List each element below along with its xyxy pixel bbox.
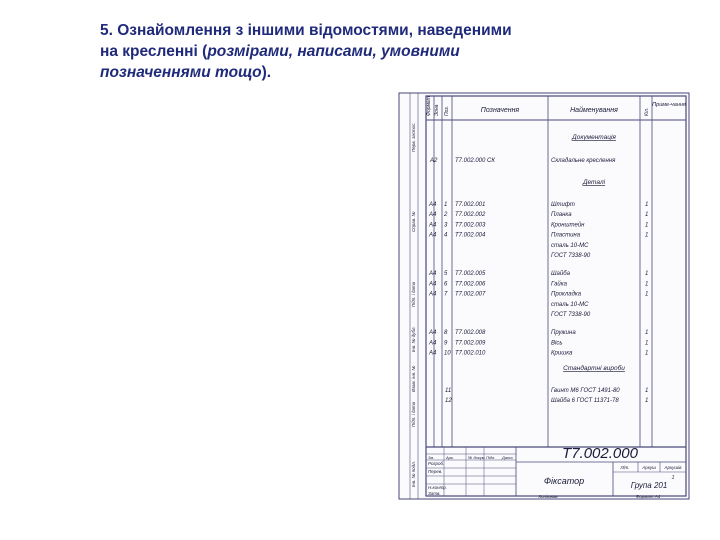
title-block-change-labels bbox=[428, 455, 513, 460]
doc-name: Складальне креслення bbox=[551, 158, 616, 164]
part-format: А4 bbox=[429, 232, 437, 239]
binding-strip-label: Підп. і дата bbox=[411, 281, 416, 307]
part-designation: Т7.002.008 bbox=[455, 330, 486, 337]
standard-list bbox=[445, 388, 648, 404]
role-developer: Розроб. bbox=[428, 461, 445, 466]
part-designation: Т7.002.007 bbox=[455, 291, 486, 298]
part-format: А4 bbox=[429, 281, 437, 288]
change-label: Дата bbox=[502, 455, 513, 460]
header-format: Формат bbox=[426, 96, 432, 116]
doc-format: А2 bbox=[430, 158, 438, 164]
part-pos: 3 bbox=[444, 222, 448, 229]
header-zone: Зона bbox=[434, 104, 440, 116]
part-qty: 1 bbox=[645, 212, 649, 219]
doc-designation: Т7.002.000 СК bbox=[455, 158, 495, 164]
part-designation: Т7.002.005 bbox=[455, 271, 486, 278]
standard-pos: 11 bbox=[445, 388, 452, 394]
part-qty: 1 bbox=[645, 281, 649, 288]
part-pos: 7 bbox=[444, 291, 448, 298]
parts-list bbox=[428, 202, 648, 357]
copy-label: Копіював bbox=[538, 494, 558, 499]
change-label: Підп. bbox=[486, 455, 496, 460]
part-pos: 2 bbox=[444, 212, 448, 219]
standard-qty: 1 bbox=[645, 388, 649, 394]
role-norm-control: Н.контр. bbox=[428, 485, 448, 490]
specification-drawing bbox=[398, 92, 690, 500]
part-format: А4 bbox=[429, 222, 437, 229]
binding-strip-label: Інв. № дубл. bbox=[411, 326, 416, 352]
part-format: А4 bbox=[429, 212, 437, 219]
section-details: Деталі bbox=[582, 179, 606, 186]
header-pos: Поз. bbox=[444, 105, 450, 116]
title-org: Група 201 bbox=[630, 481, 668, 490]
heading-line-3: позначеннями тощо). bbox=[100, 64, 272, 81]
part-qty: 1 bbox=[645, 350, 649, 357]
part-designation: Т7.002.002 bbox=[455, 212, 486, 219]
part-designation: Т7.002.001 bbox=[455, 202, 486, 208]
part-name: Прокладка bbox=[551, 291, 582, 298]
part-name: Штифт bbox=[551, 202, 575, 208]
part-name: сталь 10-МС bbox=[551, 242, 589, 249]
part-name: ГОСТ 7338-90 bbox=[551, 253, 591, 259]
section-standard: Стандартні вироби bbox=[563, 365, 625, 372]
standard-name: Шайба 6 ГОСТ 11371-78 bbox=[551, 398, 619, 404]
part-format: А4 bbox=[429, 350, 437, 357]
part-format: А4 bbox=[429, 340, 437, 347]
change-label: Арк. bbox=[446, 455, 454, 460]
heading-line-1: 5. Ознайомлення з іншими відомостями, наведеними bbox=[100, 22, 512, 39]
standard-qty: 1 bbox=[645, 398, 649, 404]
heading-line-2: на кресленні (розмірами, написами, умовними bbox=[100, 43, 460, 60]
title-product-name: Фіксатор bbox=[543, 476, 585, 486]
binding-strip-label: Перв. застос. bbox=[411, 122, 416, 152]
part-pos: 10 bbox=[444, 350, 451, 357]
header-qty: Кіл. bbox=[644, 107, 650, 116]
part-pos: 8 bbox=[444, 330, 448, 337]
standard-pos: 12 bbox=[445, 398, 452, 404]
part-pos: 1 bbox=[444, 202, 448, 208]
part-designation: Т7.002.006 bbox=[455, 281, 486, 288]
header-designation: Позначення bbox=[480, 107, 520, 114]
part-qty: 1 bbox=[645, 202, 649, 208]
part-name: Кришка bbox=[551, 350, 573, 357]
role-approver: Затв. bbox=[428, 491, 441, 496]
header-note: Приме-чання bbox=[652, 102, 686, 108]
part-qty: 1 bbox=[645, 291, 649, 298]
change-label: Зм. bbox=[428, 455, 435, 460]
title-code: Т7.002.000 bbox=[562, 445, 638, 462]
part-pos: 9 bbox=[444, 340, 448, 347]
part-designation: Т7.002.004 bbox=[455, 232, 486, 239]
part-qty: 1 bbox=[645, 271, 649, 278]
label-sheets: Аркушів bbox=[664, 465, 682, 470]
binding-strip-label: Інв. № подл. bbox=[411, 461, 416, 487]
part-name: Вісь bbox=[551, 340, 563, 347]
part-name: Пластина bbox=[551, 232, 581, 239]
part-pos: 6 bbox=[444, 281, 448, 288]
binding-strip-label: Підп. і дата bbox=[411, 401, 416, 427]
standard-name: Гвинт М6 ГОСТ 1491-80 bbox=[551, 388, 620, 394]
part-format: А4 bbox=[429, 271, 437, 278]
role-checker: Перев. bbox=[428, 469, 443, 474]
part-name: Планка bbox=[551, 212, 572, 219]
part-name: Кронштейн bbox=[551, 222, 585, 229]
part-format: А4 bbox=[429, 291, 437, 298]
part-qty: 1 bbox=[645, 222, 649, 229]
part-qty: 1 bbox=[645, 340, 649, 347]
binding-strip-label: Взам. інв. № bbox=[411, 365, 416, 392]
part-pos: 4 bbox=[444, 232, 448, 239]
sheets-value: 1 bbox=[671, 475, 675, 481]
part-format: А4 bbox=[429, 330, 437, 337]
header-name: Найменування bbox=[570, 107, 618, 114]
specification-sheet bbox=[398, 92, 690, 500]
section-documentation: Документація bbox=[572, 134, 616, 141]
part-name: Гайка bbox=[551, 281, 567, 288]
part-qty: 1 bbox=[645, 330, 649, 337]
part-name: ГОСТ 7338-90 bbox=[551, 312, 591, 318]
part-pos: 5 bbox=[444, 271, 448, 278]
part-designation: Т7.002.003 bbox=[455, 222, 486, 229]
binding-strip-label: Справ. № bbox=[411, 211, 416, 232]
label-lit: Літ. bbox=[620, 465, 630, 470]
part-designation: Т7.002.010 bbox=[455, 350, 486, 357]
change-label: № докум. bbox=[468, 455, 486, 460]
part-designation: Т7.002.009 bbox=[455, 340, 486, 347]
format-label: Формат А4 bbox=[635, 494, 661, 499]
binding-strip-labels bbox=[411, 122, 416, 487]
part-name: Пружина bbox=[551, 330, 576, 337]
part-format: А4 bbox=[429, 202, 437, 208]
part-name: сталь 10-МС bbox=[551, 301, 589, 308]
slide-heading bbox=[100, 20, 600, 83]
part-qty: 1 bbox=[645, 232, 649, 239]
label-sheet: Аркуш bbox=[642, 465, 656, 470]
part-name: Шайба bbox=[551, 271, 570, 278]
